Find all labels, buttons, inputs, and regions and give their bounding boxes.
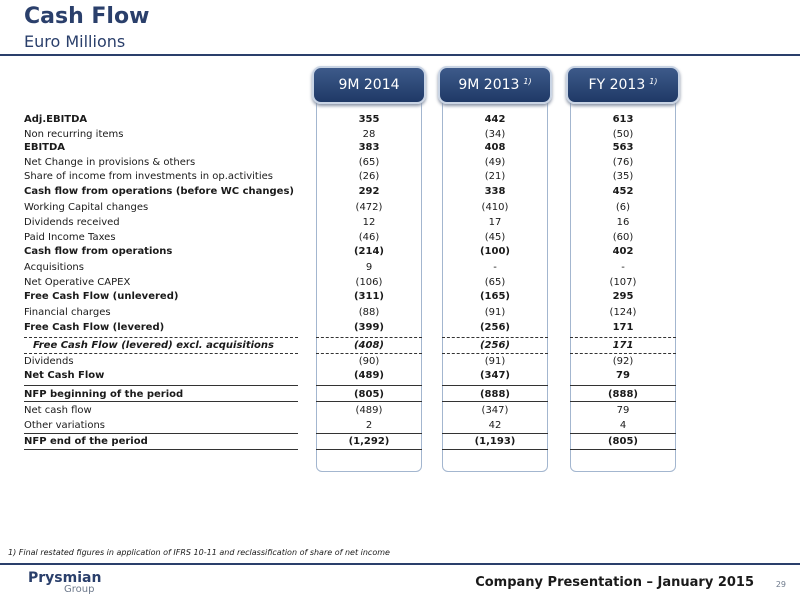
- row-value: (35): [612, 171, 634, 182]
- row-divider: [570, 385, 676, 386]
- row-label: Working Capital changes: [24, 202, 149, 213]
- row-value: (91): [484, 307, 506, 318]
- logo-sub: Group: [64, 584, 95, 595]
- logo-name: Prysmian: [28, 570, 102, 586]
- row-label: Other variations: [24, 420, 106, 431]
- row-value: (45): [484, 232, 506, 243]
- row-value: 383: [358, 142, 380, 153]
- row-value: 28: [362, 129, 376, 140]
- row-value: 12: [362, 217, 376, 228]
- row-value: 2: [365, 420, 373, 431]
- row-value: 79: [616, 405, 630, 416]
- row-divider: [570, 337, 676, 338]
- row-value: (165): [479, 291, 510, 302]
- row-value: (805): [607, 436, 638, 447]
- row-label: Free Cash Flow (unlevered): [24, 291, 179, 302]
- row-divider: [570, 401, 676, 402]
- row-label: Free Cash Flow (levered) excl. acquisitions: [33, 340, 274, 351]
- row-value: (21): [484, 171, 506, 182]
- row-value: 402: [612, 246, 634, 257]
- row-value: (90): [358, 356, 380, 367]
- row-divider: [316, 385, 422, 386]
- row-value: (410): [481, 202, 509, 213]
- column-header-note: 1): [523, 76, 532, 86]
- row-value: 17: [488, 217, 502, 228]
- row-value: (65): [484, 277, 506, 288]
- column-header-label: 9M 2014: [338, 77, 400, 93]
- row-value: (124): [609, 307, 637, 318]
- row-divider: [570, 353, 676, 354]
- row-label: Paid Income Taxes: [24, 232, 116, 243]
- row-value: 613: [612, 114, 634, 125]
- row-divider: [442, 337, 548, 338]
- row-value: (489): [353, 370, 384, 381]
- row-value: (805): [353, 389, 384, 400]
- row-divider: [24, 353, 298, 354]
- row-label: Cash flow from operations (before WC changes): [24, 186, 294, 197]
- row-value: 16: [616, 217, 630, 228]
- row-value: 4: [619, 420, 627, 431]
- row-label: Net Operative CAPEX: [24, 277, 131, 288]
- row-label: Free Cash Flow (levered): [24, 322, 165, 333]
- row-label: NFP beginning of the period: [24, 389, 184, 400]
- row-divider: [442, 401, 548, 402]
- row-value: (1,292): [348, 436, 390, 447]
- row-label: Net Change in provisions & others: [24, 157, 196, 168]
- row-label: Cash flow from operations: [24, 246, 173, 257]
- title-divider: [0, 54, 800, 56]
- row-value: (76): [612, 157, 634, 168]
- row-value: -: [493, 262, 497, 273]
- row-label: Dividends received: [24, 217, 120, 228]
- row-value: (50): [612, 129, 634, 140]
- row-value: (107): [609, 277, 637, 288]
- page-number: 29: [775, 580, 786, 589]
- row-divider: [442, 433, 548, 434]
- column-header-9m-2014: [312, 66, 426, 104]
- row-divider: [442, 385, 548, 386]
- row-value: (888): [479, 389, 510, 400]
- row-divider: [24, 401, 298, 402]
- company-logo: [28, 570, 108, 596]
- row-value: (489): [355, 405, 383, 416]
- row-value: (34): [484, 129, 506, 140]
- page-subtitle: Euro Millions: [24, 32, 126, 51]
- column-header-fy-2013: [566, 66, 680, 104]
- row-label: Share of income from investments in op.activities: [24, 171, 273, 182]
- row-label: Acquisitions: [24, 262, 84, 273]
- row-value: (65): [358, 157, 380, 168]
- row-divider: [24, 449, 298, 450]
- row-divider: [570, 433, 676, 434]
- row-label: EBITDA: [24, 142, 66, 153]
- row-value: (88): [358, 307, 380, 318]
- row-value: (26): [358, 171, 380, 182]
- row-value: (1,193): [474, 436, 516, 447]
- row-value: 42: [488, 420, 502, 431]
- row-value: (46): [358, 232, 380, 243]
- row-divider: [442, 449, 548, 450]
- row-label: Adj.EBITDA: [24, 114, 88, 125]
- row-value: 408: [484, 142, 506, 153]
- row-value: 171: [612, 340, 634, 351]
- row-divider: [316, 337, 422, 338]
- row-value: (106): [355, 277, 383, 288]
- footnote: 1) Final restated figures in application of IFRS 10-11 and reclassification of share of net income: [8, 548, 390, 557]
- row-value: 563: [612, 142, 634, 153]
- page-title: Cash Flow: [24, 4, 150, 29]
- row-divider: [570, 449, 676, 450]
- row-divider: [316, 449, 422, 450]
- row-value: (6): [615, 202, 631, 213]
- row-value: -: [621, 262, 625, 273]
- row-value: (347): [481, 405, 509, 416]
- row-value: 295: [612, 291, 634, 302]
- row-label: Non recurring items: [24, 129, 124, 140]
- row-divider: [316, 353, 422, 354]
- row-value: (256): [479, 322, 510, 333]
- row-label: Dividends: [24, 356, 74, 367]
- row-value: (399): [353, 322, 384, 333]
- row-value: (888): [607, 389, 638, 400]
- row-value: (214): [353, 246, 384, 257]
- row-value: (408): [353, 340, 384, 351]
- row-value: (347): [479, 370, 510, 381]
- row-label: Financial charges: [24, 307, 111, 318]
- row-label: NFP end of the period: [24, 436, 148, 447]
- row-divider: [316, 401, 422, 402]
- row-value: 338: [484, 186, 506, 197]
- row-value: (92): [612, 356, 634, 367]
- column-header-note: 1): [649, 76, 658, 86]
- row-divider: [24, 433, 298, 434]
- row-divider: [442, 353, 548, 354]
- row-value: (472): [355, 202, 383, 213]
- row-divider: [316, 433, 422, 434]
- row-value: 171: [612, 322, 634, 333]
- row-value: 452: [612, 186, 634, 197]
- row-value: (100): [479, 246, 510, 257]
- row-value: (256): [479, 340, 510, 351]
- row-label: Net cash flow: [24, 405, 92, 416]
- row-value: 292: [358, 186, 380, 197]
- column-header-9m-2013: [438, 66, 552, 104]
- row-divider: [24, 337, 298, 338]
- row-value: 79: [616, 370, 630, 381]
- row-value: 355: [358, 114, 380, 125]
- row-divider: [24, 385, 298, 386]
- row-value: (311): [353, 291, 384, 302]
- row-value: (60): [612, 232, 634, 243]
- row-value: 442: [484, 114, 506, 125]
- row-value: (49): [484, 157, 506, 168]
- row-label: Net Cash Flow: [24, 370, 105, 381]
- presentation-title: Company Presentation – January 2015: [475, 575, 754, 590]
- column-header-label: FY 2013: [588, 77, 646, 93]
- column-header-label: 9M 2013: [458, 77, 520, 93]
- row-value: 9: [365, 262, 373, 273]
- row-value: (91): [484, 356, 506, 367]
- footer-divider: [0, 563, 800, 565]
